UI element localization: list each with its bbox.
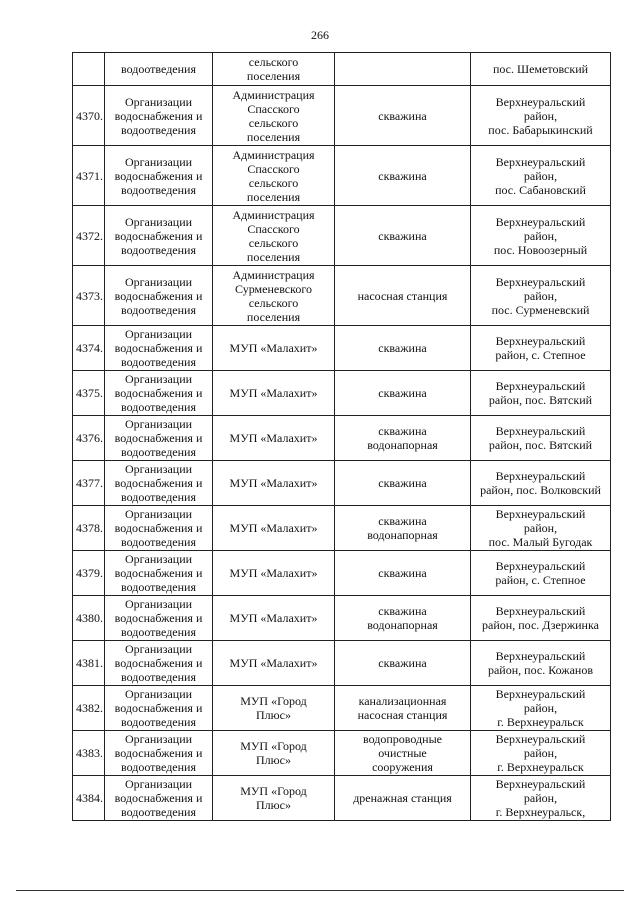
cell-text-line: водоотведения: [121, 670, 196, 684]
cell-text-line: Администрация: [232, 267, 315, 282]
owner-cell: [213, 461, 335, 506]
cell-text-line: Верхнеуральский: [495, 469, 586, 483]
row-number-cell: 4370.: [73, 86, 105, 146]
owner-cell: [213, 266, 335, 326]
cell-text-line: район, пос. Вятский: [488, 438, 593, 452]
cell-text-line: Плюс»: [256, 798, 291, 812]
table-row: [73, 326, 611, 371]
table-row: [73, 641, 611, 686]
cell-text-line: водоснабжения и: [114, 746, 203, 760]
cell-text-line: пос. Новоозерный: [493, 242, 588, 257]
row-number-cell: 4375.: [73, 371, 105, 416]
cell-text-line: МУП «Малахит»: [229, 656, 318, 670]
cell-text-line: водоснабжения и: [114, 168, 203, 183]
cell-text-line: пос. Сурменевский: [491, 302, 590, 317]
cell-text-line: район, пос. Волковский: [480, 483, 601, 497]
cell-text-line: Верхнеуральский: [495, 334, 586, 348]
cell-text-line: район,: [523, 228, 558, 243]
cell-text-line: водонапорная: [367, 618, 438, 632]
cell-text-line: Сурменевского: [235, 281, 312, 296]
location-cell: [471, 776, 611, 821]
cell-text-line: водоотведения: [121, 760, 196, 774]
cell-text-line: Организации: [124, 687, 193, 701]
cell-text-line: скважина: [378, 341, 427, 355]
cell-text-line: МУП «Город: [240, 784, 307, 798]
owner-cell: [213, 146, 335, 206]
row-number-cell: 4384.: [73, 776, 105, 821]
cell-text-line: г. Верхнеуральск: [497, 715, 584, 729]
cell-text-line: Верхнеуральский: [495, 274, 586, 289]
location-cell: [471, 641, 611, 686]
cell-text-line: скважина: [378, 604, 427, 618]
owner-cell: [213, 686, 335, 731]
cell-text-line: сельского: [248, 235, 299, 250]
cell-text-line: пос. Шеметовский: [492, 62, 589, 76]
cell-text-line: насосная станция: [357, 288, 448, 303]
table-row: [73, 551, 611, 596]
cell-text-line: водоотведения: [121, 715, 196, 729]
cell-text-line: район, пос. Дзержинка: [482, 618, 599, 632]
cell-text-line: Верхнеуральский: [495, 732, 586, 746]
organization-type-cell: [105, 266, 213, 326]
object-cell: [335, 461, 471, 506]
cell-text-line: Организации: [124, 417, 193, 431]
row-number-cell: 4377.: [73, 461, 105, 506]
organization-type-cell: [105, 686, 213, 731]
cell-text-line: Организации: [124, 462, 193, 476]
owner-cell: [213, 776, 335, 821]
cell-text-line: Администрация: [232, 207, 315, 222]
cell-text-line: водоснабжения и: [114, 521, 203, 535]
cell-text-line: Верхнеуральский: [495, 424, 586, 438]
cell-text-line: водоотведения: [121, 122, 196, 137]
cell-text-line: Организации: [124, 274, 193, 289]
object-cell: [335, 371, 471, 416]
cell-text-line: Верхнеуральский: [495, 604, 586, 618]
organization-type-cell: [105, 146, 213, 206]
organization-type-cell: [105, 596, 213, 641]
cell-text-line: район,: [523, 521, 558, 535]
cell-text-line: водоснабжения и: [114, 108, 203, 123]
location-cell: [471, 416, 611, 461]
table-row: [73, 206, 611, 266]
cell-text-line: Верхнеуральский: [495, 559, 586, 573]
cell-text-line: район,: [523, 746, 558, 760]
object-cell: [335, 146, 471, 206]
cell-text-line: скважина: [378, 566, 427, 580]
object-cell: [335, 596, 471, 641]
location-cell: [471, 551, 611, 596]
organization-type-cell: [105, 53, 213, 86]
cell-text-line: скважина: [378, 424, 427, 438]
registry-table: [72, 52, 611, 821]
row-number-cell: 4378.: [73, 506, 105, 551]
cell-text-line: Спасского: [247, 221, 300, 236]
location-cell: [471, 206, 611, 266]
owner-cell: [213, 596, 335, 641]
cell-text-line: Верхнеуральский: [495, 507, 586, 521]
cell-text-line: скважина: [378, 476, 427, 490]
cell-text-line: Верхнеуральский: [495, 379, 586, 393]
location-cell: [471, 266, 611, 326]
object-cell: [335, 686, 471, 731]
cell-text-line: Организации: [124, 94, 193, 109]
cell-text-line: Организации: [124, 642, 193, 656]
registry-table-body: [73, 53, 611, 821]
cell-text-line: Верхнеуральский: [495, 154, 586, 169]
cell-text-line: Организации: [124, 732, 193, 746]
cell-text-line: насосная станция: [357, 708, 448, 722]
cell-text-line: район,: [523, 168, 558, 183]
table-row: [73, 416, 611, 461]
organization-type-cell: [105, 416, 213, 461]
location-cell: [471, 86, 611, 146]
location-cell: [471, 731, 611, 776]
cell-text-line: Администрация: [232, 87, 315, 102]
cell-text-line: пос. Малый Бугодак: [488, 535, 593, 549]
object-cell: [335, 551, 471, 596]
cell-text-line: водоотведения: [121, 242, 196, 257]
cell-text-line: водоотведения: [121, 62, 196, 76]
cell-text-line: сельского: [248, 115, 299, 130]
cell-text-line: Верхнеуральский: [495, 687, 586, 701]
cell-text-line: поселения: [246, 249, 301, 264]
cell-text-line: поселения: [246, 189, 301, 204]
cell-text-line: водоотведения: [121, 400, 196, 414]
cell-text-line: Плюс»: [256, 753, 291, 767]
footer-rule: [16, 890, 624, 891]
object-cell: [335, 416, 471, 461]
owner-cell: [213, 326, 335, 371]
table-row: [73, 146, 611, 206]
cell-text-line: водоснабжения и: [114, 228, 203, 243]
cell-text-line: МУП «Малахит»: [229, 386, 318, 400]
cell-text-line: водоснабжения и: [114, 476, 203, 490]
cell-text-line: Администрация: [232, 147, 315, 162]
cell-text-line: Верхнеуральский: [495, 214, 586, 229]
location-cell: [471, 506, 611, 551]
cell-text-line: водопроводные: [363, 732, 442, 746]
organization-type-cell: [105, 506, 213, 551]
location-cell: [471, 371, 611, 416]
cell-text-line: МУП «Малахит»: [229, 341, 318, 355]
cell-text-line: Организации: [124, 597, 193, 611]
cell-text-line: МУП «Малахит»: [229, 431, 318, 445]
organization-type-cell: [105, 86, 213, 146]
cell-text-line: скважина: [378, 108, 427, 123]
cell-text-line: скважина: [378, 228, 427, 243]
organization-type-cell: [105, 206, 213, 266]
row-number-cell: 4376.: [73, 416, 105, 461]
cell-text-line: МУП «Малахит»: [229, 566, 318, 580]
cell-text-line: водоснабжения и: [114, 341, 203, 355]
object-cell: [335, 776, 471, 821]
owner-cell: [213, 371, 335, 416]
cell-text-line: Организации: [124, 507, 193, 521]
cell-text-line: район,: [523, 791, 558, 805]
owner-cell: [213, 731, 335, 776]
row-number-cell: 4382.: [73, 686, 105, 731]
cell-text-line: скважина: [378, 386, 427, 400]
cell-text-line: очистные: [378, 746, 427, 760]
cell-text-line: район,: [523, 701, 558, 715]
owner-cell: [213, 551, 335, 596]
cell-text-line: водоотведения: [121, 355, 196, 369]
cell-text-line: район,: [523, 288, 558, 303]
organization-type-cell: [105, 461, 213, 506]
row-number-cell: 4374.: [73, 326, 105, 371]
cell-text-line: сельского: [248, 55, 299, 69]
table-row: [73, 596, 611, 641]
cell-text-line: г. Верхнеуральск,: [495, 805, 586, 819]
table-row: [73, 266, 611, 326]
row-number-cell: 4381.: [73, 641, 105, 686]
cell-text-line: Плюс»: [256, 708, 291, 722]
owner-cell: [213, 506, 335, 551]
cell-text-line: скважина: [378, 656, 427, 670]
cell-text-line: Спасского: [247, 101, 300, 116]
object-cell: [335, 53, 471, 86]
object-cell: [335, 731, 471, 776]
organization-type-cell: [105, 776, 213, 821]
cell-text-line: водоснабжения и: [114, 566, 203, 580]
cell-text-line: Верхнеуральский: [495, 94, 586, 109]
cell-text-line: пос. Бабарыкинский: [488, 122, 593, 137]
owner-cell: [213, 641, 335, 686]
cell-text-line: Организации: [124, 154, 193, 169]
cell-text-line: поселения: [246, 69, 301, 83]
cell-text-line: водоснабжения и: [114, 611, 203, 625]
cell-text-line: водоснабжения и: [114, 288, 203, 303]
cell-text-line: район, с. Степное: [495, 573, 586, 587]
cell-text-line: пос. Сабановский: [495, 182, 586, 197]
row-number-cell: [73, 53, 105, 86]
cell-text-line: поселения: [246, 309, 301, 324]
cell-text-line: дренажная станция: [353, 791, 452, 805]
table-row: [73, 686, 611, 731]
object-cell: [335, 641, 471, 686]
cell-text-line: Организации: [124, 777, 193, 791]
row-number-cell: 4380.: [73, 596, 105, 641]
cell-text-line: район, пос. Кожанов: [487, 663, 594, 677]
cell-text-line: МУП «Город: [240, 739, 307, 753]
cell-text-line: водоотведения: [121, 302, 196, 317]
cell-text-line: район, с. Степное: [495, 348, 586, 362]
object-cell: [335, 266, 471, 326]
table-row: [73, 86, 611, 146]
object-cell: [335, 206, 471, 266]
table-row: [73, 53, 611, 86]
cell-text-line: район, пос. Вятский: [488, 393, 593, 407]
cell-text-line: Верхнеуральский: [495, 649, 586, 663]
organization-type-cell: [105, 641, 213, 686]
cell-text-line: скважина: [378, 168, 427, 183]
location-cell: [471, 53, 611, 86]
object-cell: [335, 86, 471, 146]
cell-text-line: водонапорная: [367, 528, 438, 542]
cell-text-line: МУП «Малахит»: [229, 521, 318, 535]
cell-text-line: водоотведения: [121, 580, 196, 594]
cell-text-line: водоснабжения и: [114, 386, 203, 400]
cell-text-line: МУП «Малахит»: [229, 476, 318, 490]
cell-text-line: Организации: [124, 372, 193, 386]
row-number-cell: 4372.: [73, 206, 105, 266]
cell-text-line: Спасского: [247, 161, 300, 176]
owner-cell: [213, 206, 335, 266]
table-row: [73, 776, 611, 821]
table-row: [73, 371, 611, 416]
cell-text-line: Организации: [124, 214, 193, 229]
cell-text-line: Организации: [124, 327, 193, 341]
cell-text-line: район,: [523, 108, 558, 123]
row-number-cell: 4371.: [73, 146, 105, 206]
cell-text-line: водоснабжения и: [114, 701, 203, 715]
row-number-cell: 4373.: [73, 266, 105, 326]
cell-text-line: водоотведения: [121, 445, 196, 459]
table-row: [73, 731, 611, 776]
location-cell: [471, 686, 611, 731]
cell-text-line: поселения: [246, 129, 301, 144]
organization-type-cell: [105, 371, 213, 416]
cell-text-line: сооружения: [372, 760, 433, 774]
cell-text-line: г. Верхнеуральск: [497, 760, 584, 774]
cell-text-line: водоотведения: [121, 490, 196, 504]
row-number-cell: 4383.: [73, 731, 105, 776]
cell-text-line: сельского: [248, 175, 299, 190]
object-cell: [335, 506, 471, 551]
cell-text-line: скважина: [378, 514, 427, 528]
row-number-cell: 4379.: [73, 551, 105, 596]
cell-text-line: водонапорная: [367, 438, 438, 452]
cell-text-line: сельского: [248, 295, 299, 310]
organization-type-cell: [105, 731, 213, 776]
cell-text-line: водоотведения: [121, 625, 196, 639]
owner-cell: [213, 86, 335, 146]
object-cell: [335, 326, 471, 371]
page-number: 266: [311, 28, 329, 42]
cell-text-line: водоснабжения и: [114, 431, 203, 445]
cell-text-line: Верхнеуральский: [495, 777, 586, 791]
table-row: [73, 461, 611, 506]
owner-cell: [213, 53, 335, 86]
cell-text-line: канализационная: [358, 694, 447, 708]
organization-type-cell: [105, 326, 213, 371]
cell-text-line: водоснабжения и: [114, 656, 203, 670]
cell-text-line: МУП «Малахит»: [229, 611, 318, 625]
cell-text-line: Организации: [124, 552, 193, 566]
location-cell: [471, 596, 611, 641]
cell-text-line: МУП «Город: [240, 694, 307, 708]
table-row: [73, 506, 611, 551]
location-cell: [471, 326, 611, 371]
organization-type-cell: [105, 551, 213, 596]
cell-text-line: водоснабжения и: [114, 791, 203, 805]
cell-text-line: водоотведения: [121, 182, 196, 197]
cell-text-line: водоотведения: [121, 535, 196, 549]
owner-cell: [213, 416, 335, 461]
location-cell: [471, 461, 611, 506]
cell-text-line: водоотведения: [121, 805, 196, 819]
location-cell: [471, 146, 611, 206]
